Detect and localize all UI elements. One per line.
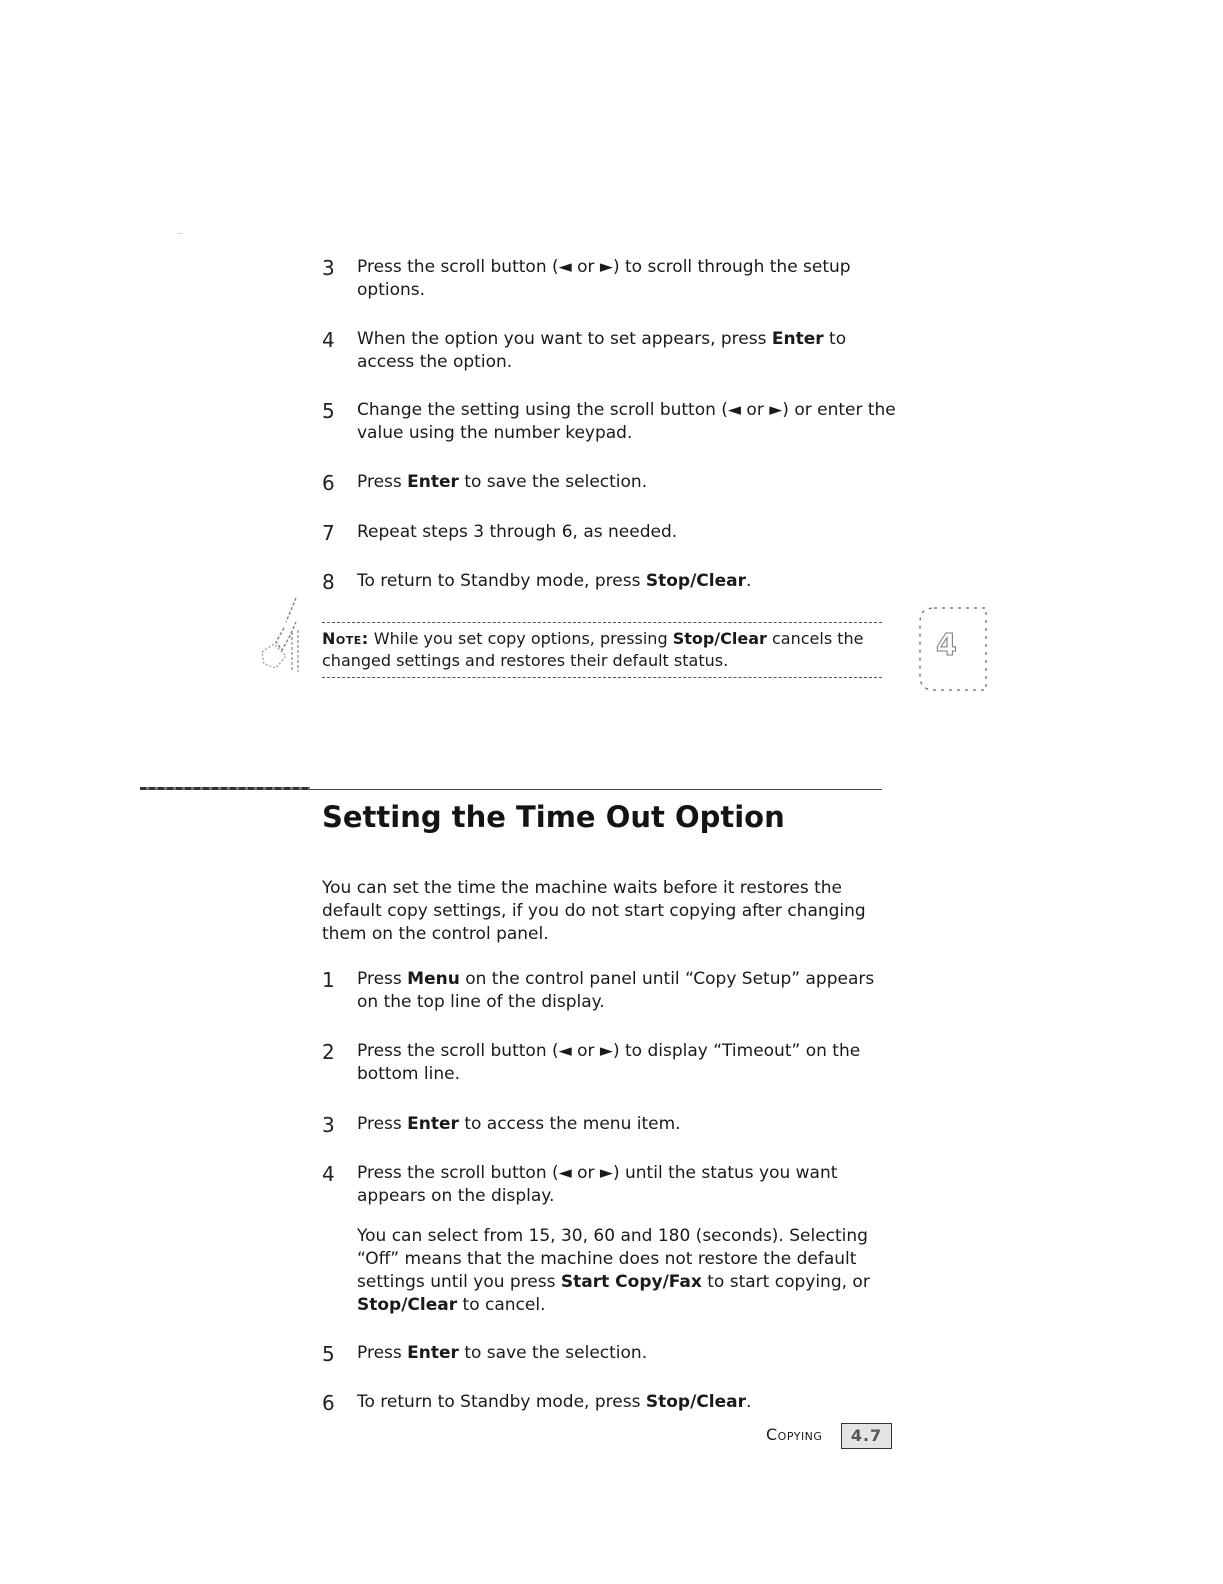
step-text: Repeat steps 3 through 6, as needed. <box>357 522 678 542</box>
section-title: Setting the Time Out Option <box>322 800 785 834</box>
section-rule-accent <box>140 787 310 790</box>
step-number: 3 <box>322 256 335 280</box>
section-rule <box>310 789 882 790</box>
note-text <box>322 628 887 672</box>
step-text: Press the scroll button (◄ or ►) to scroll through the setup options. <box>357 257 851 300</box>
step-number: 6 <box>322 1391 335 1415</box>
step-text: Change the setting using the scroll button (◄ or ►) or enter the value using the number keypad. <box>357 400 896 443</box>
step-text: Press Enter to save the selection. <box>357 1343 648 1363</box>
step-text: Press Menu on the control panel until “Copy Setup” appears on the top line of the display. <box>357 969 875 1012</box>
note-body: While you set copy options, pressing Stop/Clear cancels the changed settings and restores their default status. <box>322 629 864 670</box>
step-text: To return to Standby mode, press Stop/Clear. <box>357 1392 752 1412</box>
note-top-rule <box>322 622 882 623</box>
step-number: 6 <box>322 471 335 495</box>
page-number-badge: 4.7 <box>841 1423 892 1449</box>
emphasis-key: Start Copy/Fax <box>560 1272 702 1292</box>
emphasis-key: Stop/Clear <box>357 1295 458 1315</box>
emphasis-key: Stop/Clear <box>645 571 746 591</box>
step-number: 5 <box>322 1342 335 1366</box>
emphasis-key: Enter <box>407 1343 459 1363</box>
scan-speck <box>179 233 180 234</box>
note-label: Note: <box>322 629 369 648</box>
note-bottom-rule <box>322 677 882 678</box>
step-number: 3 <box>322 1113 335 1137</box>
chapter-number: 4 <box>936 628 957 663</box>
emphasis-key: Stop/Clear <box>645 1392 746 1412</box>
emphasis-key: Enter <box>407 472 459 492</box>
step-number: 4 <box>322 328 335 352</box>
step-text: Press the scroll button (◄ or ►) to display “Timeout” on the bottom line. <box>357 1041 861 1084</box>
step-text: When the option you want to set appears, press Enter to access the option. <box>357 329 847 372</box>
step-text: To return to Standby mode, press Stop/Clear. <box>357 571 752 591</box>
step-number: 4 <box>322 1162 335 1186</box>
step-number: 2 <box>322 1040 335 1064</box>
section-intro: You can set the time the machine waits before it restores the default copy settings, if you do not start copying after changing them on the control panel. <box>322 878 866 944</box>
step-number: 7 <box>322 521 335 545</box>
step-number: 1 <box>322 968 335 992</box>
emphasis-key: Enter <box>407 1114 459 1134</box>
step-text: Press Enter to save the selection. <box>357 472 648 492</box>
step-text: Press the scroll button (◄ or ►) until the status you want appears on the display. <box>357 1163 838 1206</box>
step-number: 8 <box>322 570 335 594</box>
emphasis-key: Menu <box>407 969 460 989</box>
emphasis-key: Enter <box>771 329 824 349</box>
emphasis-key: Stop/Clear <box>672 629 767 648</box>
chapter-tab <box>918 606 988 692</box>
step-number: 5 <box>322 399 335 423</box>
footer-chapter-label: Copying <box>766 1425 823 1444</box>
note-pencil-icon <box>256 592 304 682</box>
step-4-detail: You can select from 15, 30, 60 and 180 (seconds). Selecting “Off” means that the machine does not restore the default settings until you press Start Copy/Fax to start copying, or Stop/Clear to cancel. <box>357 1226 870 1315</box>
step-text: Press Enter to access the menu item. <box>357 1114 681 1134</box>
